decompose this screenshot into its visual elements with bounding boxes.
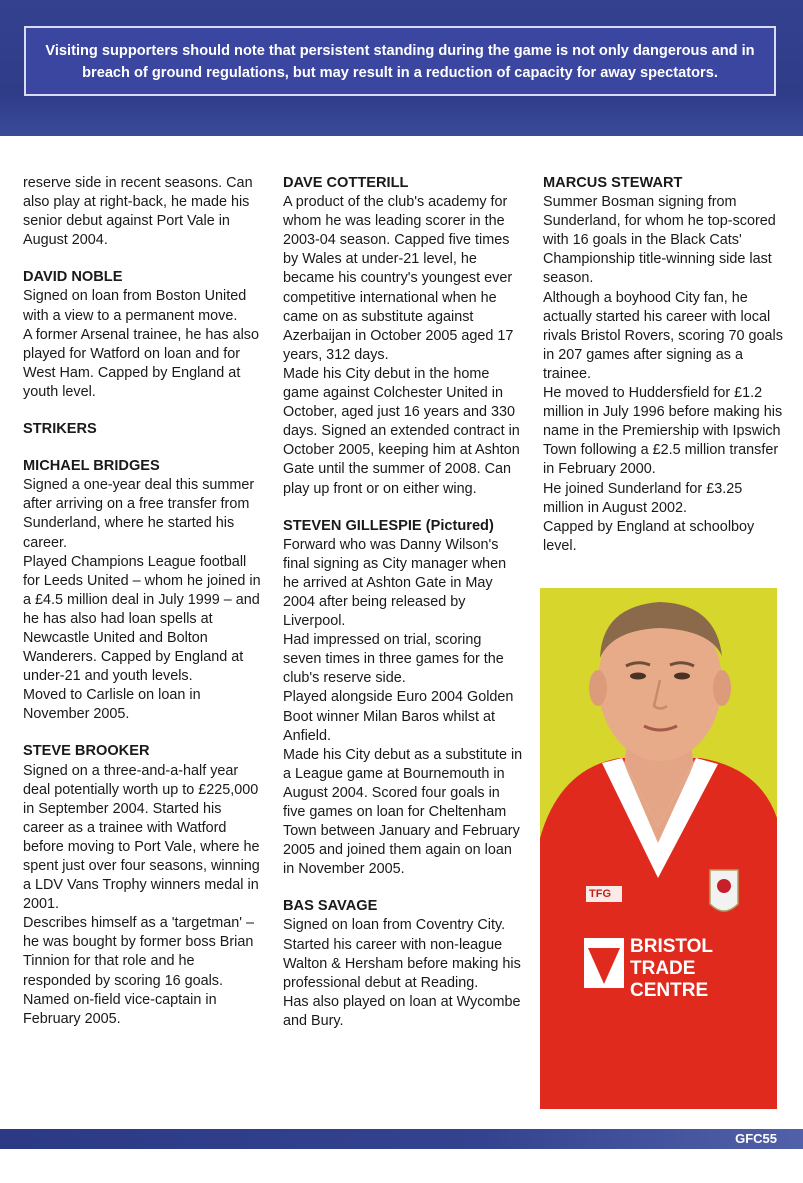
player-bio-paragraph: Capped by England at schoolboy level. — [543, 518, 755, 554]
away-supporters-notice: Visiting supporters should note that persistent standing during the game is not only dangerous and in breach of ground regulations, but may result in a reduction of capacity for away spectators. — [24, 26, 776, 96]
player-bas-savage — [283, 897, 523, 1031]
player-name: DAVE COTTERILL — [283, 175, 409, 191]
strikers-heading: STRIKERS — [23, 421, 97, 438]
player-steven-gillespie — [283, 517, 523, 880]
player-bio-paragraph: Has also played on loan at Wycombe and Bury. — [283, 993, 521, 1029]
footer-band — [0, 1129, 803, 1149]
player-bio-paragraph: Moved to Carlisle on loan in November 2005. — [23, 687, 201, 723]
column-3 — [543, 174, 783, 574]
player-bio-paragraph: Played alongside Euro 2004 Golden Boot winner Milan Baros whilst at Anfield. — [283, 689, 514, 744]
player-bio-paragraph: A former Arsenal trainee, he has also played for Watford on loan and for West Ham. Capped by England at youth level. — [23, 326, 259, 400]
sponsor-text — [630, 936, 713, 1002]
player-bio-paragraph: Signed on loan from Coventry City. Started his career with non-league Walton & Hersham before making his professional debut at Reading. — [283, 917, 521, 991]
player-david-noble — [23, 268, 263, 402]
column-2 — [283, 174, 523, 1049]
column-1 — [23, 174, 263, 1047]
player-name: MICHAEL BRIDGES — [23, 458, 160, 475]
player-name: STEVEN GILLESPIE (Pictured) — [283, 517, 494, 534]
player-name: MARCUS STEWART — [543, 175, 683, 191]
player-name: DAVID NOBLE — [23, 269, 123, 286]
player-bio-paragraph: Had impressed on trial, scoring seven times in three games for the club's reserve side. — [283, 632, 504, 687]
player-bio-paragraph: Signed on a three-and-a-half year deal potentially worth up to £225,000 in September 2004. Started his career as a trainee with Watford before moving to Port Vale, where he spent just over four seasons, winning a LDV Vans Trophy winners medal in 2001. — [23, 762, 260, 913]
player-bio-paragraph: Although a boyhood City fan, he actually started his career with local rivals Bristol Rovers, scoring 70 goals in 207 games after signing as a trainee. — [543, 289, 783, 382]
intro-section — [23, 174, 263, 250]
kit-brand-text: TFG — [589, 888, 611, 900]
player-name: STEVE BROOKER — [23, 743, 150, 760]
player-name: BAS SAVAGE — [283, 898, 378, 915]
sponsor-line: TRADE — [630, 958, 696, 979]
player-bio-paragraph: A product of the club's academy for whom he was leading scorer in the 2003-04 season. Capped five times by Wales at under-21 level, he became his country's youngest ever competitive international when he came on as substitute against Azerbaijan in October 2005 aged 17 years, 312 days. — [283, 194, 514, 363]
sponsor-line: BRISTOL — [630, 936, 714, 957]
player-marcus-stewart — [543, 174, 783, 556]
player-bio-paragraph: Describes himself as a 'targetman' – he was bought by former boss Brian Tinnion for that role and he responded by scoring 16 goals. Named on-field vice-captain in February 2005. — [23, 915, 255, 1027]
player-steve-brooker — [23, 742, 263, 1028]
player-dave-cotterill — [283, 174, 523, 499]
sponsor-line: CENTRE — [630, 980, 709, 1001]
player-bio-paragraph: Made his City debut in the home game against Colchester United in October, aged just 16 years and 330 days. Signed an extended contract in October 2005, keeping him at Ashton Gate until the summer of 2008. Can play up front or on either wing. — [283, 365, 520, 497]
top-banner — [0, 0, 803, 136]
page-number: GFC55 — [735, 1131, 777, 1146]
player-bio-paragraph: He joined Sunderland for £3.25 million in August 2002. — [543, 480, 743, 516]
player-bio-paragraph: Signed on loan from Boston United with a view to a permanent move. — [23, 288, 247, 324]
player-bio-paragraph: Forward who was Danny Wilson's final signing as City manager when he arrived at Ashton Gate in May 2004 after being released by Liverpool. — [283, 536, 507, 630]
player-bio-paragraph: Played Champions League football for Leeds United – whom he joined in a £4.5 million deal in July 1999 – and he has also had loan spells at Newcastle United and Bolton Wanderers. Capped by England at under-21 and youth levels. — [23, 553, 261, 685]
player-bio-paragraph: Made his City debut as a substitute in a League game at Bournemouth in August 2004. Scored four goals in five games on loan for Cheltenham Town between January and February 2005 and joined them again on loan in November 2005. — [283, 746, 523, 878]
player-michael-bridges — [23, 457, 263, 724]
player-bio-paragraph: Signed a one-year deal this summer after arriving on a free transfer from Sunderland, where he started his career. — [23, 477, 255, 551]
player-bio-paragraph: Summer Bosman signing from Sunderland, for whom he top-scored with 16 goals in the Black Cats' Championship title-winning side last season. — [543, 194, 776, 287]
intro-paragraph: reserve side in recent seasons. Can also play at right-back, he made his senior debut against Port Vale in August 2004. — [23, 175, 253, 249]
player-bio-paragraph: He moved to Huddersfield for £1.2 million in July 1996 before making his name in the Premiership with Ipswich Town following a £2.5 million transfer in February 2000. — [543, 385, 783, 478]
player-photo — [540, 588, 777, 1109]
